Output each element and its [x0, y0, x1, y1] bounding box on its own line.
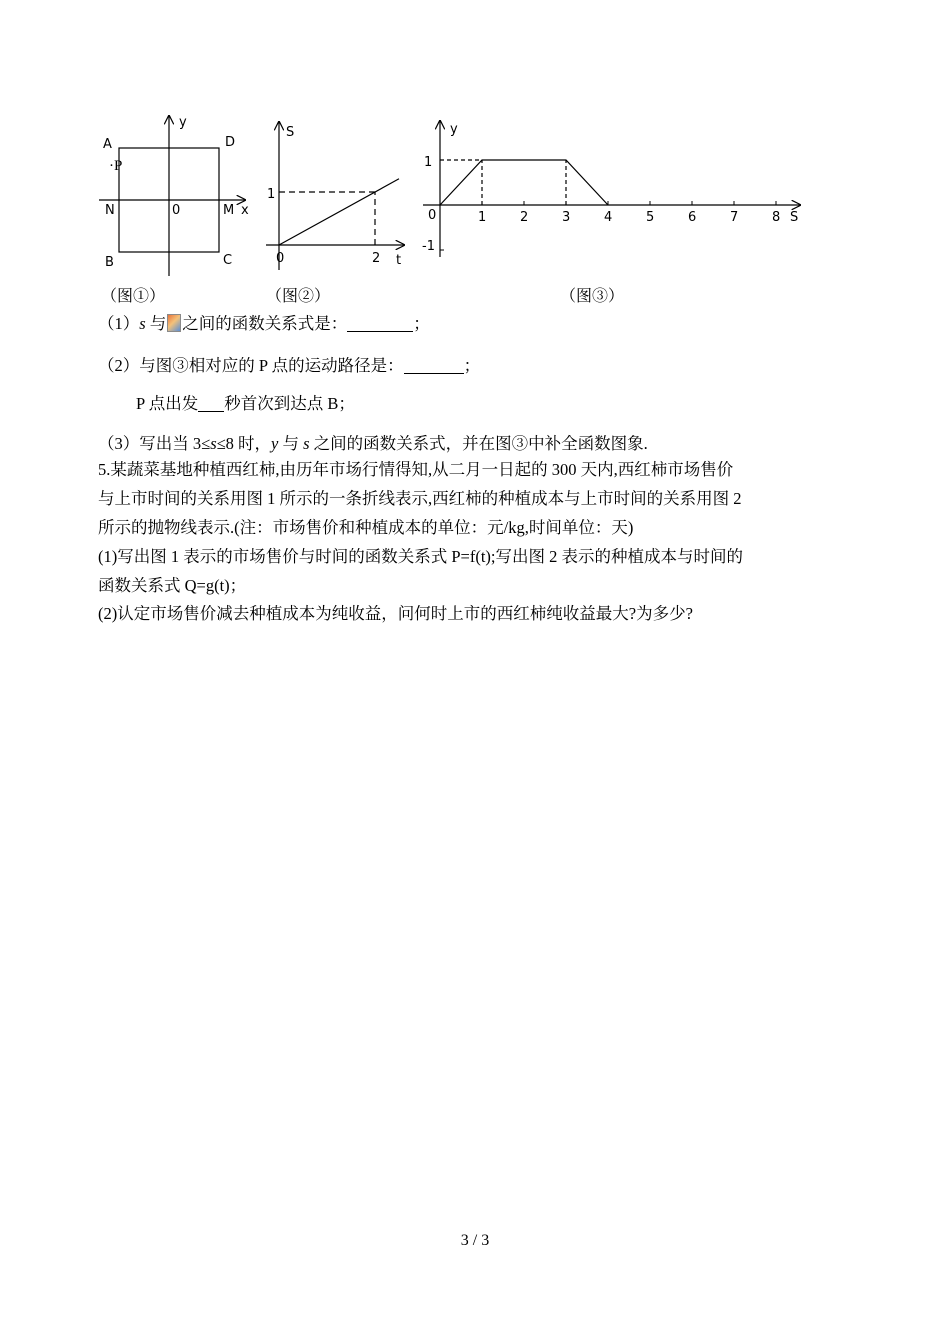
- tick-label-y-1: 1: [267, 187, 276, 202]
- label-n: N: [105, 203, 115, 218]
- q2-end: ；: [463, 356, 481, 375]
- label-x: x: [241, 203, 249, 218]
- label-a: A: [103, 137, 112, 152]
- figure-1-square-diagram: [95, 110, 265, 280]
- label-s: S: [286, 125, 295, 140]
- label-d: D: [225, 135, 236, 150]
- label-b: B: [105, 255, 114, 270]
- problem-5-line-1: 5.某蔬菜基地种植西红柿,由历年市场行情得知,从二月一日起的 300 天内,西红柿市场售价: [98, 460, 734, 479]
- label-s: S: [790, 210, 799, 225]
- label-y: y: [179, 115, 187, 130]
- question-2: [98, 355, 480, 377]
- x-tick-label: 7: [730, 210, 739, 225]
- var-s: s: [303, 434, 310, 453]
- q3-text-b: ≤8 时，: [216, 434, 272, 453]
- page-number: 3 / 3: [460, 1232, 490, 1249]
- label-y: y: [450, 122, 458, 137]
- problem-5-line-5: 函数关系式 Q=g(t)；: [98, 576, 247, 595]
- tick-label-y-1: 1: [424, 155, 433, 170]
- broken-image-icon: [167, 314, 181, 332]
- label-p: ·P: [109, 158, 123, 174]
- question-3: [98, 433, 648, 455]
- q3-text-a: （3）写出当 3≤: [98, 434, 211, 453]
- q1-end: ；: [413, 314, 430, 333]
- label-origin: 0: [276, 251, 285, 266]
- problem-5-line-2: 与上市时间的关系用图 1 所示的一条折线表示,西红柿的种植成本与上市时间的关系用图 2: [98, 489, 742, 508]
- var-s: s: [139, 314, 146, 333]
- label-origin: 0: [428, 208, 437, 223]
- label-m: M: [223, 203, 235, 218]
- q2-text: （2）与图③相对应的 P 点的运动路径是：: [98, 356, 404, 375]
- answer-blank: [347, 315, 413, 332]
- x-tick-label: 2: [520, 210, 529, 225]
- label-c: C: [223, 253, 233, 268]
- tick-label-y-neg1: -1: [422, 239, 435, 254]
- x-tick-label: 8: [772, 210, 781, 225]
- tick-label-x-2: 2: [372, 251, 381, 266]
- x-tick-label: 6: [688, 210, 697, 225]
- x-tick-label: 4: [604, 210, 613, 225]
- q2b-text-b: 秒首次到达点 B；: [224, 394, 355, 413]
- q1-number: （1）: [98, 314, 140, 333]
- answer-blank: [198, 395, 224, 412]
- figure-3-y-s-graph: [418, 115, 813, 260]
- problem-5-line-6: (2)认定市场售价减去种植成本为纯收益，问何时上市的西红柿纯收益最大?为多少?: [98, 604, 693, 623]
- x-tick-label: 5: [646, 210, 655, 225]
- q2b-text-a: P 点出发: [136, 394, 199, 413]
- q3-text-c: 与: [278, 434, 304, 453]
- q1-text-b: 之间的函数关系式是：: [182, 314, 348, 333]
- label-t: t: [396, 253, 402, 268]
- var-s: s: [210, 434, 217, 453]
- figure-2-s-t-graph: [262, 118, 412, 274]
- x-tick-label: 3: [562, 210, 571, 225]
- caption-figure-3: （图③）: [560, 288, 625, 305]
- caption-figure-1: （图①）: [101, 288, 166, 305]
- series-line: [440, 160, 608, 205]
- series-line: [279, 179, 399, 245]
- q1-text-a: 与: [145, 314, 167, 333]
- question-1: [98, 313, 430, 335]
- problem-5-line-4: (1)写出图 1 表示的市场售价与时间的函数关系式 P=f(t);写出图 2 表示的种植成本与时间的: [98, 547, 743, 566]
- question-2b: [136, 393, 355, 415]
- var-y: y: [271, 434, 279, 453]
- label-origin: 0: [172, 203, 181, 218]
- answer-blank: [404, 357, 464, 374]
- x-tick-label: 1: [478, 210, 487, 225]
- q3-text-d: 之间的函数关系式，并在图③中补全函数图象.: [309, 434, 648, 453]
- problem-5-line-3: 所示的抛物线表示.(注：市场售价和种植成本的单位：元/kg,时间单位：天): [98, 518, 634, 537]
- caption-figure-2: （图②）: [266, 288, 331, 305]
